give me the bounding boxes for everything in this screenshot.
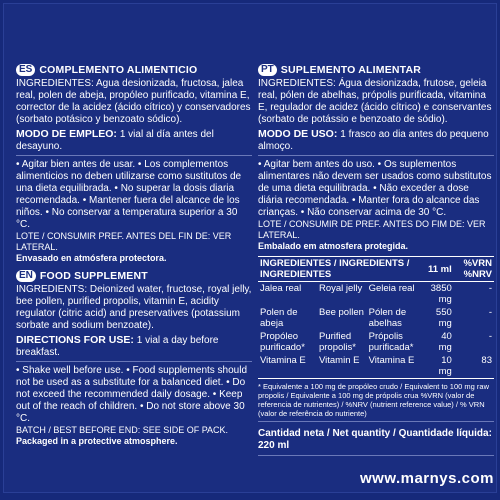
left-column xyxy=(16,64,252,447)
net-quantity: Cantidad neta / Net quantity / Quantidade líquida: 220 ml xyxy=(258,428,492,451)
table-row: Vitamina E Vitamin E Vitamina E 10 mg 83 xyxy=(260,355,492,377)
divider xyxy=(258,455,494,456)
divider xyxy=(16,361,252,362)
table-row: Jalea real Royal jelly Geleia real 3850 mg - xyxy=(260,283,492,305)
advice-pt: • Agitar bem antes do uso. • Os suplementos alimentares não devem ser usados como substitutos de uma dieta equilibrada. • Não exceder a dose diária recomendada. • Manter fora do alcance das crianças. • Não conservar acima de 30 °C. xyxy=(258,159,492,218)
table-header-vrn: %VRN %NRV xyxy=(454,257,494,282)
use-title-es: MODO DE EMPLEO: xyxy=(16,128,117,140)
divider xyxy=(16,155,252,156)
table-row: Polen de abeja Bee pollen Pólen de abelhas 550 mg - xyxy=(260,307,492,329)
lot-en: BATCH / BEST BEFORE END: SEE SIDE OF PACK. xyxy=(16,425,229,435)
ingredients-es: INGREDIENTES: Agua desionizada, fructosa, jalea real, polen de abeja, propóleo purificado, vitamina E, corrector de la acidez (ácido cítrico) y conservadores (sorbato potásico y benzoato sódico). xyxy=(16,78,251,125)
table-header-amount: 11 ml xyxy=(425,257,454,282)
table-header-ingredients: INGREDIENTES / INGREDIENTS / INGREDIENTES xyxy=(258,257,425,282)
use-title-pt: MODO DE USO: xyxy=(258,128,338,140)
packed-en: Packaged in a protective atmosphere. xyxy=(16,436,178,446)
use-title-en: DIRECTIONS FOR USE: xyxy=(16,334,134,346)
advice-es: • Agitar bien antes de usar. • Los complementos alimenticios no deben utilizarse como sustitutos de una dieta equilibrada. • No superar la dosis diaria recomendada. • Mantener fuera del alcance de los niños. • No conservar a temperatura superior a 30 °C. xyxy=(16,159,242,230)
table-header-row xyxy=(258,257,494,282)
ingredients-pt: INGREDIENTES: Água desionizada, frutose, geleia real, pólen de abelhas, própolis purificada, vitamina E, regulador de acidez (ácido cítrico) e conservantes (sorbato de potássio e benzoato de sódio). xyxy=(258,78,492,125)
lot-es: LOTE / CONSUMIR PREF. ANTES DEL FIN DE: VER LATERAL. xyxy=(16,231,232,252)
title-en: FOOD SUPPLEMENT xyxy=(39,270,148,282)
lang-badge-pt: PT xyxy=(258,64,277,76)
divider xyxy=(258,421,494,422)
right-column xyxy=(258,64,494,487)
lot-pt: LOTE / CONSUMIR DE PREF. ANTES DO FIM DE: VER LATERAL. xyxy=(258,219,486,240)
title-es: COMPLEMENTO ALIMENTICIO xyxy=(39,64,198,76)
use-text-en: 1 vial a day before breakfast. xyxy=(16,335,219,358)
lang-badge-es: ES xyxy=(16,64,35,76)
packed-pt: Embalado em atmosfera protegida. xyxy=(258,241,409,251)
table-row: Propóleo purificado* Purified propolis* Própolis purificada* 40 mg - xyxy=(260,331,492,353)
ingredients-en: INGREDIENTS: Deionized water, fructose, royal jelly, bee pollen, purified propolis, vitamin E, acidity regulator (citric acid) and preservatives (potassium sorbate and sodium benzoate). xyxy=(16,284,252,331)
section-es xyxy=(16,64,252,264)
section-en xyxy=(16,270,252,447)
title-pt: SUPLEMENTO ALIMENTAR xyxy=(280,64,422,76)
product-label xyxy=(3,3,497,493)
lang-badge-en: EN xyxy=(16,270,36,282)
table-footnote: * Equivalente a 100 mg de propóleo crudo / Equivalent to 100 mg raw propolis / Equivalente a 100 mg de própolis crua %VRN (valor de referencia de nutrientes) / %NRV (nutrient reference value) / % VRN (valor de referência do nutriente) xyxy=(258,382,489,418)
divider xyxy=(258,155,494,156)
section-pt xyxy=(258,64,494,252)
website-link[interactable]: www.marnys.com xyxy=(360,470,494,487)
packed-es: Envasado en atmósfera protectora. xyxy=(16,253,167,263)
advice-en: • Shake well before use. • Food supplements should not be used as a substitute for a balanced diet. • Do not exceed the recommended daily dosage. • Keep out of the reach of children. • Do not store above 30 °C. xyxy=(16,365,248,424)
nutrition-table xyxy=(258,256,494,379)
use-text-es: 1 vial al día antes del desayuno. xyxy=(16,129,214,152)
use-text-pt: 1 frasco ao dia antes do pequeno almoço. xyxy=(258,129,489,152)
